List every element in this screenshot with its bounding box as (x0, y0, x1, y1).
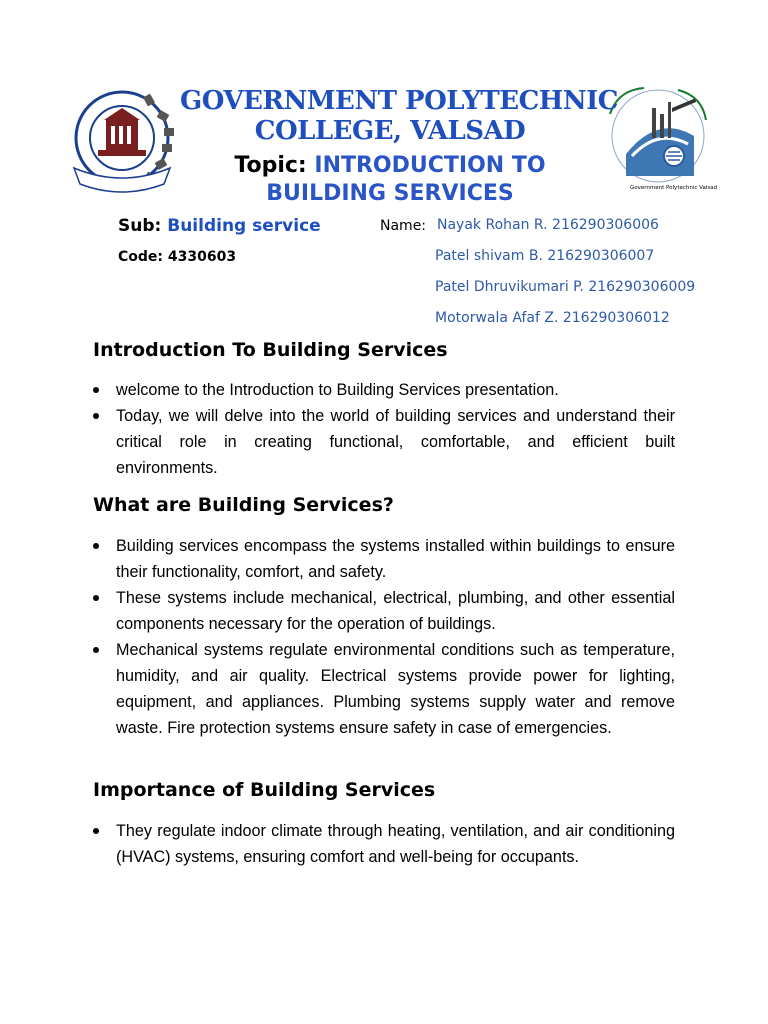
member-name: Nayak Rohan R. 216290306006 (437, 217, 659, 233)
college-title (180, 86, 618, 146)
college-title-line1: GOVERNMENT POLYTECHNIC (180, 86, 618, 116)
subject-value: Building service (167, 216, 321, 236)
topic-label: Topic: (234, 153, 315, 178)
bullet-list (93, 533, 675, 741)
bullet-item: These systems include mechanical, electrical, plumbing, and other essential components necessary for the operation of buildings. (93, 585, 675, 637)
bullet-list (93, 818, 675, 870)
bullet-item: welcome to the Introduction to Building Services presentation. (93, 377, 675, 403)
section-heading: What are Building Services? (93, 494, 394, 516)
member-name: Motorwala Afaf Z. 216290306012 (435, 310, 670, 326)
department-logo (608, 84, 708, 196)
topic-value-line2: BUILDING SERVICES (266, 181, 514, 206)
right-logo-subtext: Government Polytechnic Valsad (630, 185, 718, 191)
bullet-item: They regulate indoor climate through heating, ventilation, and air conditioning (HVAC) systems, ensuring comfort and well-being for occupants. (93, 818, 675, 870)
bullet-item: Mechanical systems regulate environmental conditions such as temperature, humidity, and air quality. Electrical systems provide power for lighting, equipment, and appliances. Plumbing systems supply water and remove waste. Fire protection systems ensure safety in case of emergencies. (93, 637, 675, 741)
bullet-item: Building services encompass the systems installed within buildings to ensure their functionality, comfort, and safety. (93, 533, 675, 585)
subject-label: Sub: (118, 216, 168, 236)
section-heading: Introduction To Building Services (93, 339, 448, 361)
member-name: Patel shivam B. 216290306007 (435, 248, 655, 264)
course-code: Code: 4330603 (118, 249, 237, 265)
name-label: Name: (380, 218, 427, 234)
college-title-line2: COLLEGE, VALSAD (254, 116, 526, 146)
bullet-item: Today, we will delve into the world of building services and understand their critical role in creating functional, comfortable, and efficient built environments. (93, 403, 675, 481)
subject-line (118, 216, 321, 236)
member-name: Patel Dhruvikumari P. 216290306009 (435, 279, 696, 295)
topic-heading (190, 152, 590, 208)
topic-value-line1: INTRODUCTION TO (314, 153, 546, 178)
bullet-list (93, 377, 675, 481)
section-heading: Importance of Building Services (93, 779, 436, 801)
college-seal-logo (64, 88, 184, 198)
